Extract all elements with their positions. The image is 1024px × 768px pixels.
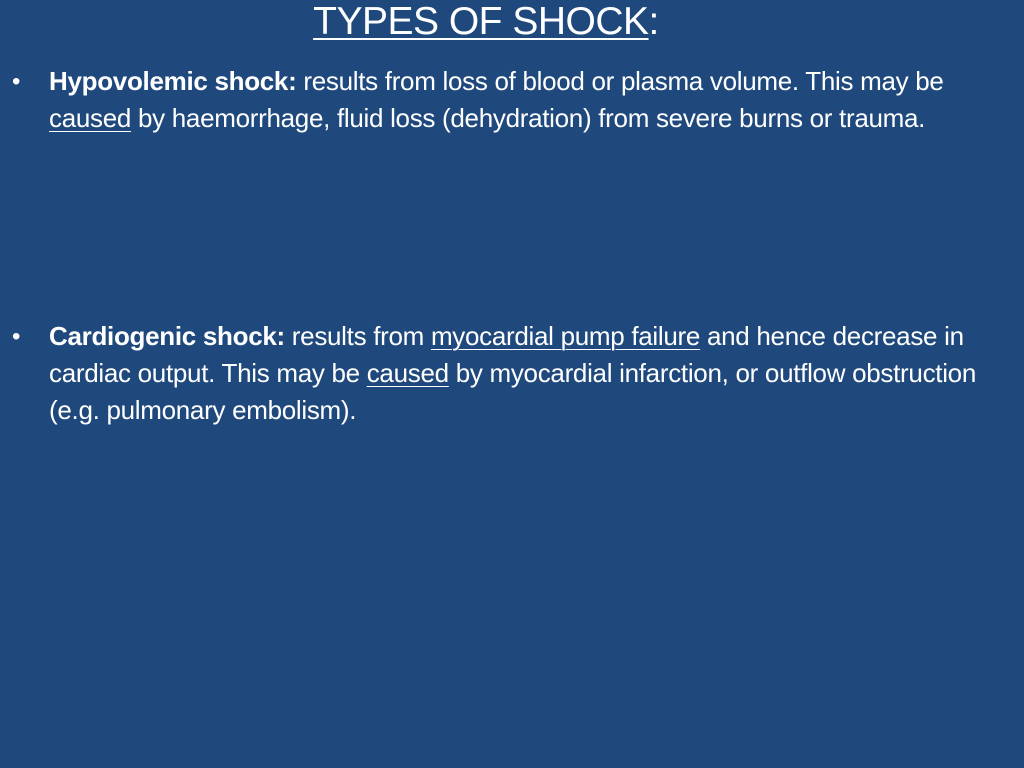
underlined-word-caused: caused [366,358,449,388]
underlined-phrase-myocardial-pump-failure: myocardial pump failure [430,321,701,351]
bullet-text-part: by myocardial infarction, or outflow obstruction (e.g. pulmonary embolism). [49,358,976,425]
bullet-dot-icon: • [12,68,21,95]
bullet-dot-icon: • [12,323,21,350]
slide-title [0,0,972,44]
bullet-text [49,63,1002,137]
bullet-cardiogenic [12,318,1002,429]
bullet-text-part: and hence decrease in cardiac output. This may be [49,321,964,388]
slide-title-colon: : [648,0,659,43]
bullet-term: Hypovolemic shock: [49,66,297,96]
bullet-text-part: results from loss of blood or plasma volume. This may be [296,66,944,96]
underlined-word-caused: caused [49,103,132,133]
bullet-text-part: by haemorrhage, fluid loss (dehydration) from severe burns or trauma. [131,103,926,133]
bullet-hypovolemic [12,63,1002,137]
bullet-text [49,318,1002,429]
bullet-text-part: results from [284,321,431,351]
slide-title-text: TYPES OF SHOCK [313,0,649,43]
bullet-term: Cardiogenic shock: [49,321,285,351]
